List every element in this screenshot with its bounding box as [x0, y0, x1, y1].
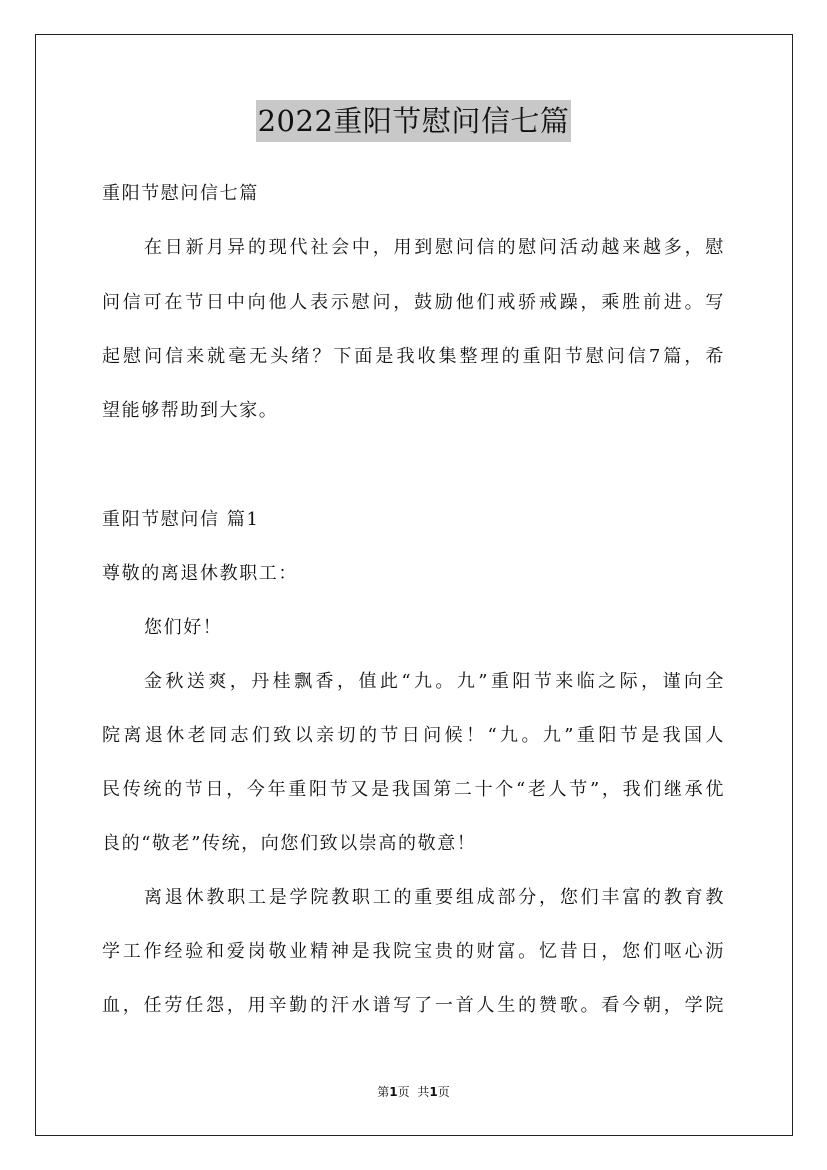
- paragraph-line: 金秋送爽，丹桂飘香，值此“九。九”重阳节来临之际，谨向全: [144, 671, 725, 692]
- paragraph-line: 离退休教职工是学院教职工的重要组成部分，您们丰富的教育教: [144, 887, 725, 908]
- page-footer: [0, 1084, 827, 1100]
- greeting: 您们好！: [144, 617, 223, 638]
- page-prefix: 第: [377, 1085, 390, 1099]
- paragraph-line: 民传统的节日，今年重阳节又是我国第二十个“老人节”，我们继承优: [102, 779, 725, 800]
- section-heading: 重阳节慰问信 篇1: [102, 509, 260, 530]
- intro-line: 问信可在节日中向他人表示慰问，鼓励他们戒骄戒躁，乘胜前进。写: [102, 292, 725, 313]
- salutation: 尊敬的离退休教职工：: [102, 563, 298, 584]
- document-title: 2022重阳节慰问信七篇: [256, 100, 572, 142]
- intro-line: 望能够帮助到大家。: [102, 400, 279, 421]
- paragraph-line: 血，任劳任怨，用辛勤的汗水谱写了一首人生的赞歌。看今朝，学院: [102, 995, 725, 1016]
- paragraph-line: 院离退休老同志们致以亲切的节日问候！“九。九”重阳节是我国人: [102, 725, 725, 746]
- total-suffix: 页: [437, 1085, 450, 1099]
- intro-line: 在日新月异的现代社会中，用到慰问信的慰问活动越来越多，慰: [144, 237, 725, 258]
- document-subtitle: 重阳节慰问信七篇: [102, 183, 259, 204]
- title-container: [0, 100, 827, 142]
- intro-line: 起慰问信来就毫无头绪？下面是我收集整理的重阳节慰问信7篇，希: [102, 346, 725, 367]
- total-pages: 1: [429, 1085, 438, 1099]
- paragraph-line: 良的“敬老”传统，向您们致以崇高的敬意！: [102, 833, 477, 854]
- total-prefix: 共: [417, 1085, 430, 1099]
- paragraph-line: 学工作经验和爱岗敬业精神是我院宝贵的财富。忆昔日，您们呕心沥: [102, 941, 725, 962]
- page-number: 1: [389, 1085, 398, 1099]
- page-suffix: 页: [397, 1085, 410, 1099]
